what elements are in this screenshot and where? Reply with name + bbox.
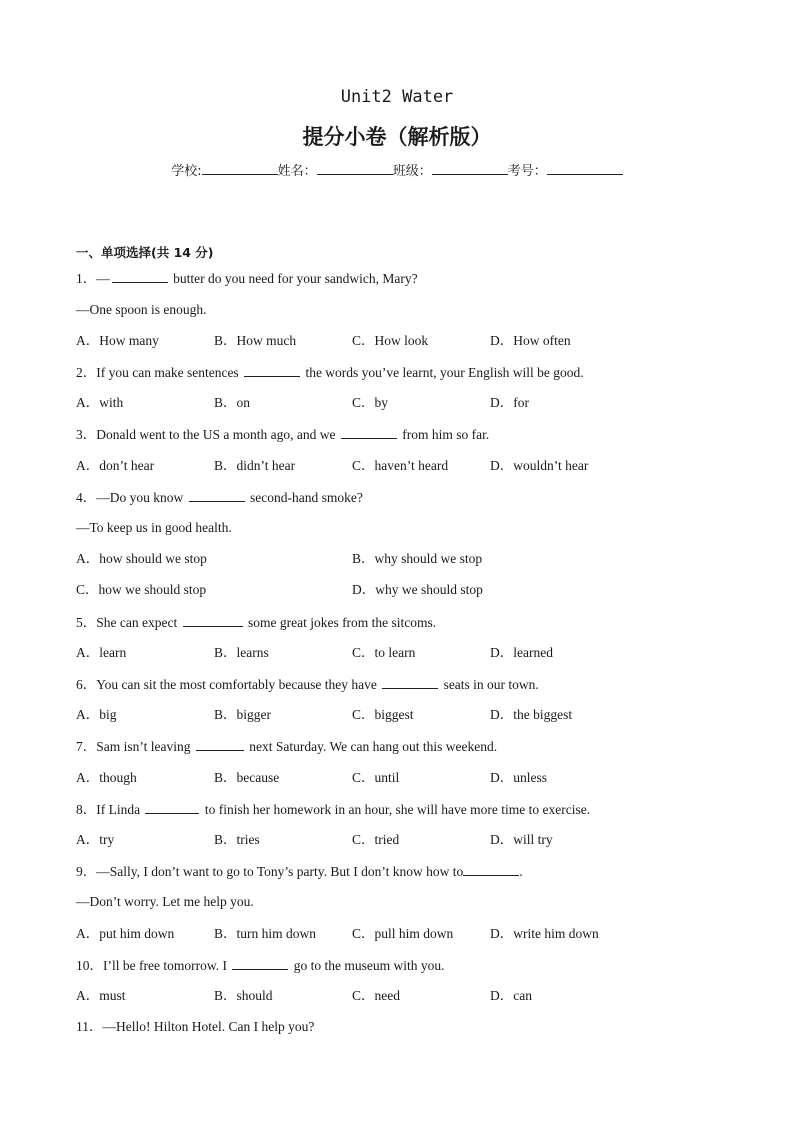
option-c[interactable]: C．tried: [352, 832, 400, 847]
question-4-options-row1: [76, 549, 736, 569]
question-number: 7．: [76, 739, 97, 754]
question-text: go to the museum with you.: [290, 958, 445, 973]
option-d[interactable]: D．wouldn’t hear: [490, 458, 589, 473]
school-blank[interactable]: [202, 159, 278, 175]
question-text: If Linda: [96, 802, 144, 817]
question-number: 10．: [76, 958, 103, 973]
question-3: [76, 424, 489, 445]
option-c[interactable]: C．biggest: [352, 707, 414, 722]
option-c[interactable]: C．haven’t heard: [352, 458, 449, 473]
answer-blank[interactable]: [244, 362, 300, 377]
question-text: from him so far.: [398, 427, 490, 442]
option-a[interactable]: A．learn: [76, 645, 127, 660]
question-number: 9．: [76, 864, 97, 879]
question-number: 1．: [76, 271, 97, 286]
question-number: 5．: [76, 615, 97, 630]
option-a[interactable]: A．put him down: [76, 926, 175, 941]
question-text: butter do you need for your sandwich, Mary?: [169, 271, 418, 286]
option-c[interactable]: C．until: [352, 770, 400, 785]
option-b[interactable]: B．should: [214, 988, 273, 1003]
option-c[interactable]: C．to learn: [352, 645, 416, 660]
option-b[interactable]: B．why should we stop: [352, 551, 483, 566]
question-5: [76, 612, 436, 633]
option-c[interactable]: C．pull him down: [352, 926, 454, 941]
option-d[interactable]: D．will try: [490, 832, 553, 847]
question-4-reply: —To keep us in good health.: [76, 520, 232, 535]
question-1-reply: —One spoon is enough.: [76, 302, 207, 317]
option-c[interactable]: C．by: [352, 395, 389, 410]
option-a[interactable]: A．How many: [76, 333, 159, 348]
question-number: 2．: [76, 365, 97, 380]
option-d[interactable]: D．the biggest: [490, 707, 573, 722]
option-a[interactable]: A．though: [76, 770, 137, 785]
question-text: —Do you know: [96, 490, 187, 505]
question-7: [76, 736, 497, 757]
question-text: You can sit the most comfortably because they have: [96, 677, 381, 692]
class-blank[interactable]: [432, 159, 508, 175]
answer-blank[interactable]: [382, 674, 438, 689]
question-3-options: [76, 456, 736, 476]
question-text: If you can make sentences: [96, 365, 243, 380]
answer-blank[interactable]: [232, 955, 288, 970]
question-text: —: [96, 271, 110, 286]
school-label: 学校:: [171, 164, 202, 179]
question-4-options-row2: [76, 580, 736, 600]
section-title: 一、单项选择(共 14 分): [76, 245, 214, 260]
question-5-options: [76, 643, 736, 663]
question-7-options: [76, 768, 736, 788]
question-4: [76, 487, 363, 508]
page-title: Unit2 Water: [340, 87, 454, 107]
question-text: to finish her homework in an hour, she will have more time to exercise.: [201, 802, 591, 817]
question-1-options: [76, 331, 736, 351]
option-d[interactable]: D．write him down: [490, 926, 599, 941]
question-8-options: [76, 830, 736, 850]
option-d[interactable]: D．unless: [490, 770, 547, 785]
option-a[interactable]: A．try: [76, 832, 115, 847]
name-label: 姓名：: [277, 164, 317, 179]
id-blank[interactable]: [547, 159, 623, 175]
option-a[interactable]: A．big: [76, 707, 117, 722]
option-d[interactable]: D．How often: [490, 333, 571, 348]
answer-blank[interactable]: [112, 268, 168, 283]
page-subtitle: 提分小卷（解析版）: [302, 125, 492, 149]
option-a[interactable]: A．don’t hear: [76, 458, 155, 473]
question-text: next Saturday. We can hang out this weekend.: [245, 739, 498, 754]
question-text: —Hello! Hilton Hotel. Can I help you?: [102, 1019, 315, 1034]
id-label: 考号：: [507, 164, 547, 179]
answer-blank[interactable]: [145, 799, 199, 814]
question-text: the words you’ve learnt, your English will be good.: [302, 365, 584, 380]
option-b[interactable]: B．tries: [214, 832, 260, 847]
option-c[interactable]: C．How look: [352, 333, 429, 348]
class-label: 班级：: [392, 164, 432, 179]
question-text: seats in our town.: [440, 677, 539, 692]
question-number: 4．: [76, 490, 97, 505]
question-text: some great jokes from the sitcoms.: [244, 615, 437, 630]
option-c[interactable]: C．need: [352, 988, 400, 1003]
option-d[interactable]: D．can: [490, 988, 532, 1003]
question-number: 6．: [76, 677, 97, 692]
question-9-options: [76, 924, 736, 944]
question-10-options: [76, 986, 736, 1006]
option-b[interactable]: B．learns: [214, 645, 269, 660]
question-9: [76, 861, 523, 882]
question-number: 3．: [76, 427, 97, 442]
option-b[interactable]: B．How much: [214, 333, 297, 348]
option-b[interactable]: B．bigger: [214, 707, 271, 722]
question-text: Sam isn’t leaving: [96, 739, 194, 754]
question-8: [76, 799, 590, 820]
question-2-options: [76, 393, 736, 413]
answer-blank[interactable]: [189, 487, 245, 502]
answer-blank[interactable]: [341, 424, 397, 439]
question-text: Donald went to the US a month ago, and we: [96, 427, 339, 442]
question-9-reply: —Don’t worry. Let me help you.: [76, 894, 254, 909]
question-text: She can expect: [96, 615, 181, 630]
question-10: [76, 955, 444, 976]
question-number: 8．: [76, 802, 97, 817]
option-b[interactable]: B．because: [214, 770, 280, 785]
answer-blank[interactable]: [196, 736, 244, 751]
question-11: [76, 1017, 314, 1037]
question-6: [76, 674, 539, 695]
answer-blank[interactable]: [463, 861, 519, 876]
question-6-options: [76, 705, 736, 725]
option-b[interactable]: B．turn him down: [214, 926, 317, 941]
name-blank[interactable]: [317, 159, 393, 175]
question-number: 11．: [76, 1019, 103, 1034]
answer-blank[interactable]: [183, 612, 243, 627]
question-text: —Sally, I don’t want to go to Tony’s party. But I don’t know how to: [96, 864, 464, 879]
option-a[interactable]: A．must: [76, 988, 126, 1003]
option-d[interactable]: D．why we should stop: [352, 582, 483, 597]
option-b[interactable]: B．didn’t hear: [214, 458, 296, 473]
option-c[interactable]: C．how we should stop: [76, 582, 207, 597]
option-d[interactable]: D．learned: [490, 645, 553, 660]
question-text: second-hand smoke?: [246, 490, 363, 505]
option-d[interactable]: D．for: [490, 395, 529, 410]
option-a[interactable]: A．how should we stop: [76, 551, 207, 566]
option-b[interactable]: B．on: [214, 395, 251, 410]
student-info-line: [0, 159, 794, 182]
question-text: .: [519, 864, 523, 879]
question-text: I’ll be free tomorrow. I: [103, 958, 231, 973]
question-1: [76, 268, 418, 289]
question-2: [76, 362, 584, 383]
option-a[interactable]: A．with: [76, 395, 124, 410]
